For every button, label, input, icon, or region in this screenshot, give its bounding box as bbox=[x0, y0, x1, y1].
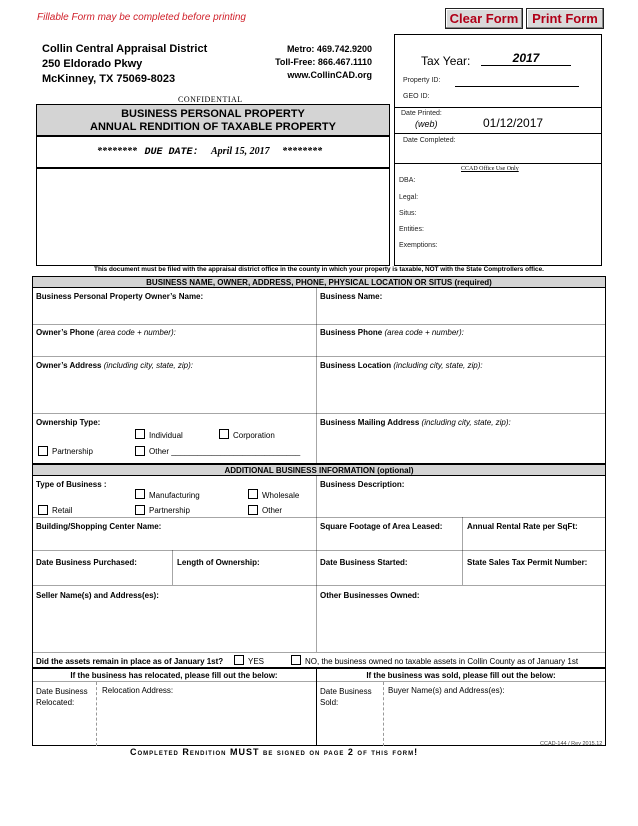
mailing-address-label: Business Mailing Address (including city, state, zip): bbox=[320, 418, 511, 427]
relocated-header: If the business has relocated, please fill out the below: bbox=[70, 671, 278, 680]
business-phone-label: Business Phone (area code + number): bbox=[320, 328, 464, 337]
dba-label: DBA: bbox=[399, 177, 416, 184]
date-printed-value: 01/12/2017 bbox=[483, 116, 544, 130]
date-completed-label: Date Completed: bbox=[403, 137, 456, 144]
building-label: Building/Shopping Center Name: bbox=[36, 522, 162, 531]
owner-address-label: Owner’s Address (including city, state, zip): bbox=[36, 361, 193, 370]
sold-header: If the business was sold, please fill out the below: bbox=[366, 671, 556, 680]
confidential-label: CONFIDENTIAL bbox=[178, 95, 243, 104]
district-name: Collin Central Appraisal District bbox=[42, 43, 208, 55]
other-type-label: Other bbox=[262, 506, 283, 515]
print-form-button[interactable]: Print Form bbox=[526, 8, 604, 29]
wholesale-label: Wholesale bbox=[262, 491, 300, 500]
business-description-label: Business Description: bbox=[320, 480, 405, 489]
purchased-label: Date Business Purchased: bbox=[36, 558, 137, 567]
assets-yes-label: YES bbox=[248, 657, 265, 666]
mailing-label-area[interactable] bbox=[36, 168, 390, 266]
assets-question: Did the assets remain in place as of January 1st? bbox=[36, 657, 224, 666]
clear-form-button[interactable]: Clear Form bbox=[445, 8, 523, 29]
section1-body bbox=[32, 288, 606, 464]
wholesale-checkbox[interactable] bbox=[248, 489, 258, 499]
due-stars-left: ******** bbox=[97, 146, 137, 157]
due-date-box bbox=[36, 136, 390, 168]
fillable-note: Fillable Form may be completed before printing bbox=[37, 12, 246, 23]
assets-no-label: NO, the business owned no taxable assets in Collin County as of January 1st bbox=[305, 657, 579, 666]
due-date: April 15, 2017 bbox=[211, 146, 270, 157]
manufacturing-checkbox[interactable] bbox=[135, 489, 145, 499]
buyer-label: Buyer Name(s) and Address(es): bbox=[388, 686, 505, 695]
title-line2: ANNUAL RENDITION OF TAXABLE PROPERTY bbox=[90, 121, 336, 133]
web-label: (web) bbox=[415, 119, 438, 129]
other-ownership-label: Other _____________________________ bbox=[149, 447, 301, 456]
relocation-address-label: Relocation Address: bbox=[102, 686, 174, 695]
tax-year-label: Tax Year: bbox=[421, 54, 471, 68]
assets-yes-checkbox[interactable] bbox=[234, 655, 244, 665]
started-label: Date Business Started: bbox=[320, 558, 408, 567]
partnership-checkbox[interactable] bbox=[38, 446, 48, 456]
tax-year-value[interactable]: 2017 bbox=[481, 51, 571, 66]
other-type-checkbox[interactable] bbox=[248, 505, 258, 515]
legal-label: Legal: bbox=[399, 194, 419, 201]
partnership-type-checkbox[interactable] bbox=[135, 505, 145, 515]
filing-notice: This document must be filed with the appraisal district office in the county in which your property is taxable, NOT with the State Comptrollers office. bbox=[94, 266, 544, 273]
district-addr1: 250 Eldorado Pkwy bbox=[42, 58, 143, 70]
entities-label: Entities: bbox=[399, 226, 424, 233]
form-title bbox=[36, 104, 390, 136]
due-stars-right: ******** bbox=[282, 146, 323, 157]
section1-header: BUSINESS NAME, OWNER, ADDRESS, PHONE, PHYSICAL LOCATION OR SITUS (required) bbox=[32, 276, 606, 288]
length-label: Length of Ownership: bbox=[177, 558, 260, 567]
property-id-label: Property ID: bbox=[403, 77, 441, 84]
partnership-label: Partnership bbox=[52, 447, 93, 456]
sqft-label: Square Footage of Area Leased: bbox=[320, 522, 443, 531]
due-label: DUE DATE: bbox=[144, 147, 199, 158]
district-block bbox=[42, 42, 207, 87]
metro-phone: Metro: 469.742.9200 bbox=[286, 44, 372, 54]
other-ownership-checkbox[interactable] bbox=[135, 446, 145, 456]
office-use-label: CCAD Office Use Only bbox=[461, 166, 519, 172]
exemptions-label: Exemptions: bbox=[399, 242, 438, 249]
business-location-label: Business Location (including city, state, zip): bbox=[320, 361, 483, 370]
corporation-label: Corporation bbox=[233, 431, 275, 440]
owner-name-label: Business Personal Property Owner’s Name: bbox=[36, 292, 204, 301]
individual-checkbox[interactable] bbox=[135, 429, 145, 439]
owner-phone-label: Owner’s Phone (area code + number): bbox=[36, 328, 176, 337]
district-addr2: McKinney, TX 75069-8023 bbox=[42, 73, 176, 85]
relocated-date-label: Date Business Relocated: bbox=[36, 687, 88, 707]
geo-id-label: GEO ID: bbox=[403, 93, 430, 100]
permit-label: State Sales Tax Permit Number: bbox=[467, 558, 588, 567]
section2-body bbox=[32, 476, 606, 668]
retail-label: Retail bbox=[52, 506, 73, 515]
assets-no-checkbox[interactable] bbox=[291, 655, 301, 665]
tollfree-phone: Toll-Free: 866.467.1110 bbox=[275, 57, 372, 67]
manufacturing-label: Manufacturing bbox=[149, 491, 200, 500]
partnership-type-label: Partnership bbox=[149, 506, 190, 515]
contact-block bbox=[252, 43, 372, 82]
rent-label: Annual Rental Rate per SqFt: bbox=[467, 522, 578, 531]
other-owned-label: Other Businesses Owned: bbox=[320, 591, 420, 600]
sold-date-label: Date Business Sold: bbox=[320, 687, 372, 707]
retail-checkbox[interactable] bbox=[38, 505, 48, 515]
sign-reminder: Completed Rendition MUST be signed on page 2 of this form! bbox=[130, 747, 419, 757]
section2-header: ADDITIONAL BUSINESS INFORMATION (optional) bbox=[32, 464, 606, 476]
date-printed-label: Date Printed: bbox=[401, 110, 442, 117]
title-line1: BUSINESS PERSONAL PROPERTY bbox=[121, 108, 305, 120]
business-type-label: Type of Business : bbox=[36, 480, 107, 489]
individual-label: Individual bbox=[149, 431, 183, 440]
form-code: CCAD-144 / Rev 2015.12 bbox=[540, 741, 603, 747]
ownership-type-label: Ownership Type: bbox=[36, 418, 101, 427]
right-panel bbox=[394, 34, 602, 266]
website: www.CollinCAD.org bbox=[287, 70, 372, 80]
corporation-checkbox[interactable] bbox=[219, 429, 229, 439]
situs-label: Situs: bbox=[399, 210, 417, 217]
seller-label: Seller Name(s) and Address(es): bbox=[36, 591, 159, 600]
business-name-label: Business Name: bbox=[320, 292, 383, 301]
